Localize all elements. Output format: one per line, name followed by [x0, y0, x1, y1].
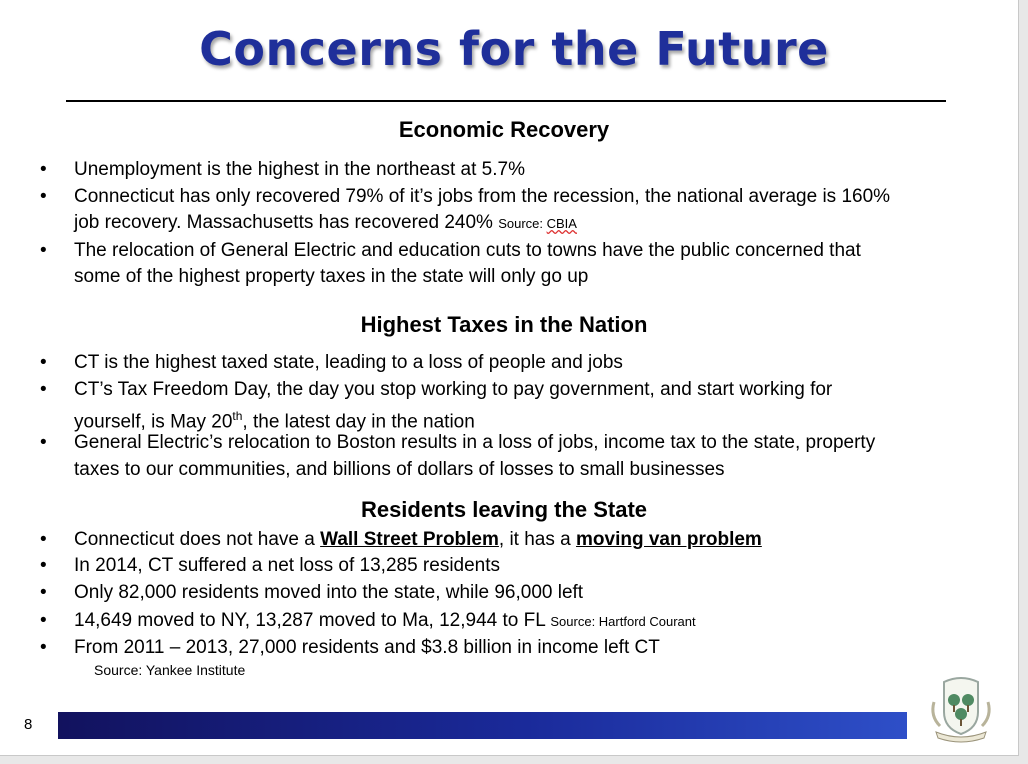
bullet-text-continued: taxes to our communities, and billions of dollars of losses to small businesses	[74, 459, 725, 480]
bullet-text: The relocation of General Electric and education cuts to towns have the public concerned that	[74, 240, 861, 261]
source-hartford-courant: Source: Hartford Courant	[550, 614, 696, 629]
bullet-icon: •	[40, 582, 47, 603]
bullet-text: Connecticut has only recovered 79% of it’s jobs from the recession, the national average is 160%	[74, 186, 891, 207]
bullet-icon: •	[40, 555, 47, 576]
bullet-icon: •	[40, 240, 47, 261]
bullet-icon: •	[40, 186, 47, 207]
footer-bar	[58, 712, 907, 739]
bullet-text	[74, 608, 964, 635]
bullet-text-continued: some of the highest property taxes in the state will only go up	[74, 266, 589, 287]
heading-highest-taxes: Highest Taxes in the Nation	[360, 312, 648, 337]
bullet-text: , the latest day in the nation	[242, 411, 475, 433]
bullet-text-continued	[74, 210, 964, 237]
bullet-text: yourself, is May 20	[74, 411, 233, 433]
page-number: 8	[24, 716, 33, 733]
heading-economic-recovery: Economic Recovery	[398, 117, 610, 142]
source-prefix: Source:	[498, 216, 547, 231]
slide-title: Concerns for the Future	[199, 22, 829, 76]
bullet-icon: •	[40, 529, 47, 550]
bullet-text: CT is the highest taxed state, leading to a loss of people and jobs	[74, 352, 623, 373]
bullet-icon: •	[40, 610, 47, 631]
bullet-icon: •	[40, 379, 47, 400]
emphasis-moving-van: moving van problem	[576, 529, 762, 550]
bullet-text: Unemployment is the highest in the northeast at 5.7%	[74, 159, 525, 180]
source-yankee-institute: Source: Yankee Institute	[94, 662, 246, 678]
bullet-text: In 2014, CT suffered a net loss of 13,285 residents	[74, 555, 501, 576]
source-name: CBIA	[546, 216, 577, 231]
bullet-text: 14,649 moved to NY, 13,287 moved to Ma, 12,944 to FL	[74, 610, 551, 631]
bullet-text: From 2011 – 2013, 27,000 residents and $3.8 billion in income left CT	[74, 637, 660, 658]
bullet-icon: •	[40, 159, 47, 180]
bullet-icon: •	[40, 352, 47, 373]
heading-residents-leaving: Residents leaving the State	[360, 497, 648, 522]
bullet-text: CT’s Tax Freedom Day, the day you stop working to pay government, and start working for	[74, 379, 833, 400]
title-divider	[66, 100, 946, 102]
emphasis-wall-street: Wall Street Problem	[320, 529, 499, 550]
bullet-text	[74, 527, 964, 553]
bullet-text: General Electric’s relocation to Boston results in a loss of jobs, income tax to the state, property	[74, 432, 876, 453]
bullet-icon: •	[40, 637, 47, 658]
bullet-text: Connecticut does not have a	[74, 529, 321, 550]
bullet-text: job recovery. Massachusetts has recovered 240%	[74, 212, 493, 233]
bullet-text: Only 82,000 residents moved into the state, while 96,000 left	[74, 582, 584, 603]
bullet-icon: •	[40, 432, 47, 453]
connecticut-seal-icon	[926, 672, 996, 744]
bullet-text: , it has a	[498, 529, 577, 550]
superscript: th	[232, 409, 243, 423]
